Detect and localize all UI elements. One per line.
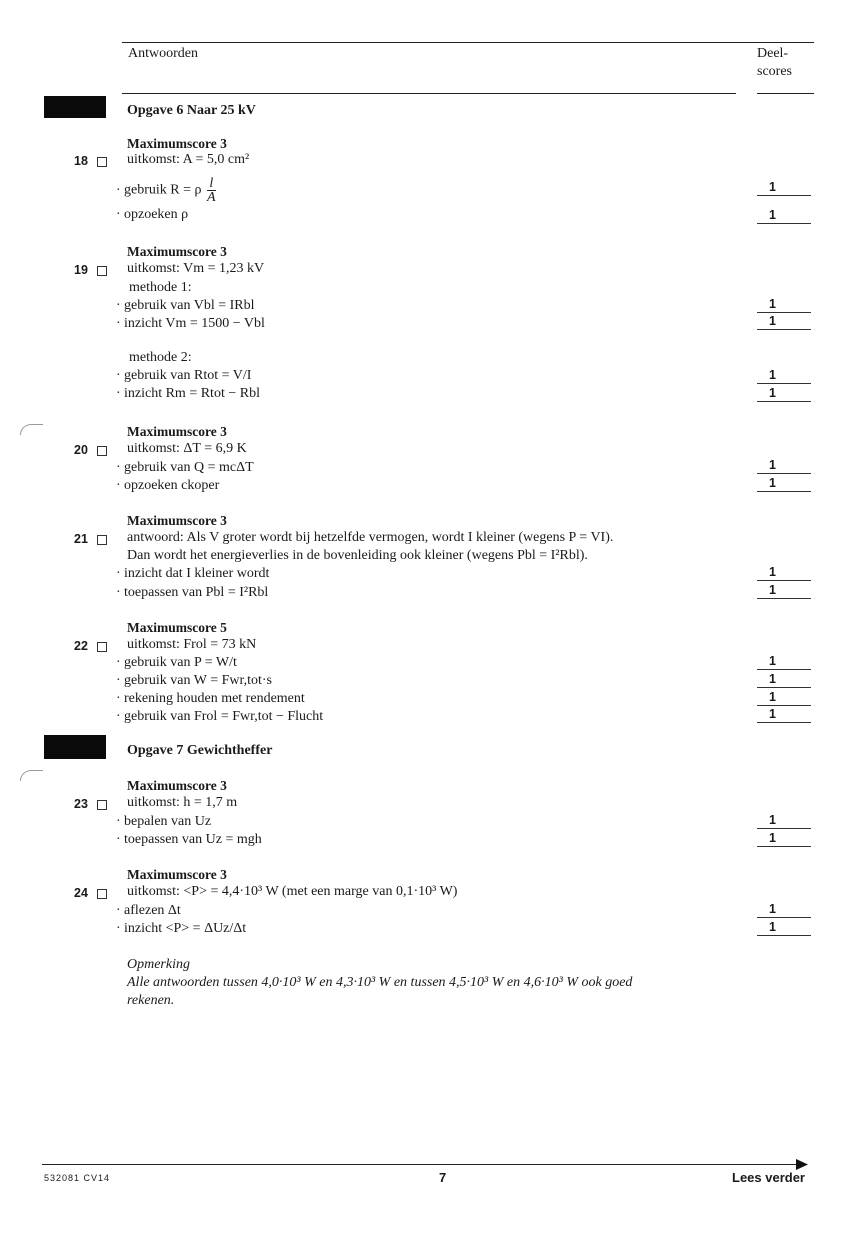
q18-number: 18 <box>74 154 88 168</box>
q23-score-1: 1 <box>757 813 811 829</box>
header-title: Antwoorden <box>128 46 198 61</box>
section-marker-bar <box>44 96 106 118</box>
q22-checkbox[interactable] <box>97 642 107 652</box>
q22-criterion-3-text: rekening houden met rendement <box>124 691 305 706</box>
scan-mark-2 <box>20 770 43 781</box>
q18-score-1: 1 <box>757 180 811 196</box>
q19-criterion-2-text: inzicht Vm = 1500 − Vbl <box>124 316 265 331</box>
footer-rule <box>42 1164 802 1165</box>
q21-criterion-2-text: toepassen van Pbl = I²Rbl <box>124 585 269 600</box>
q20-maxscore: Maximumscore 3 <box>127 424 227 439</box>
q22-score-1: 1 <box>757 654 811 670</box>
q21-checkbox[interactable] <box>97 535 107 545</box>
q18-fraction <box>207 177 216 204</box>
q19-score-2: 1 <box>757 314 811 330</box>
q23-uitkomst: uitkomst: h = 1,7 m <box>127 795 238 810</box>
q22-criterion-4: · gebruik van Frol = Fwr,tot − Flucht <box>116 709 324 724</box>
q19-checkbox[interactable] <box>97 266 107 276</box>
q21-maxscore: Maximumscore 3 <box>127 513 227 528</box>
q21-score-2: 1 <box>757 583 811 599</box>
q24-criterion-1: · aflezen Δt <box>116 903 181 918</box>
q22-criterion-3: · rekening houden met rendement <box>116 691 305 706</box>
header-top-rule <box>122 42 814 43</box>
q20-score-2: 1 <box>757 476 811 492</box>
note-title: Opmerking <box>127 957 190 972</box>
q18-criterion-2: · opzoeken ρ <box>116 207 189 222</box>
q19-criterion-2: · inzicht Vm = 1500 − Vbl <box>116 316 265 331</box>
q19-criterion-3: · gebruik van Rtot = V/I <box>116 368 252 383</box>
q19-uitkomst: uitkomst: Vm = 1,23 kV <box>127 261 265 276</box>
q22-criterion-2: · gebruik van W = Fwr,tot·s <box>116 673 272 688</box>
q22-criterion-1: · gebruik van P = W/t <box>116 655 237 670</box>
q19-criterion-4: · inzicht Rm = Rtot − Rbl <box>116 386 260 401</box>
q18-maxscore: Maximumscore 3 <box>127 136 227 151</box>
section-title-opgave6: Opgave 6 Naar 25 kV <box>127 103 256 118</box>
q22-maxscore: Maximumscore 5 <box>127 620 227 635</box>
q18-criterion-1-text: gebruik R = ρ <box>124 182 202 198</box>
q22-number: 22 <box>74 639 88 653</box>
q19-number: 19 <box>74 263 88 277</box>
q21-answer-line1: antwoord: Als V groter wordt bij hetzelfde vermogen, wordt I kleiner (wegens P = VI). <box>127 530 614 545</box>
q23-checkbox[interactable] <box>97 800 107 810</box>
q18-criterion-2-text: opzoeken ρ <box>124 207 189 222</box>
q24-criterion-1-text: aflezen Δt <box>124 903 181 918</box>
q19-score-1: 1 <box>757 297 811 313</box>
q22-criterion-2-text: gebruik van W = Fwr,tot·s <box>124 673 272 688</box>
q20-criterion-1: · gebruik van Q = mcΔT <box>116 460 254 475</box>
q19-criterion-1-text: gebruik van Vbl = IRbl <box>124 298 255 313</box>
q21-number: 21 <box>74 532 88 546</box>
q24-uitkomst: uitkomst: <P> = 4,4·10³ W (met een marge van 0,1·10³ W) <box>127 884 458 899</box>
q23-number: 23 <box>74 797 88 811</box>
arrow-right-icon <box>796 1159 808 1170</box>
header-rule-right <box>757 93 814 94</box>
scan-mark <box>20 424 43 435</box>
q23-maxscore: Maximumscore 3 <box>127 778 227 793</box>
q22-score-2: 1 <box>757 672 811 688</box>
q22-criterion-1-text: gebruik van P = W/t <box>124 655 237 670</box>
note-line2: rekenen. <box>127 993 175 1008</box>
q24-maxscore: Maximumscore 3 <box>127 867 227 882</box>
q22-score-4: 1 <box>757 707 811 723</box>
q21-criterion-2: · toepassen van Pbl = I²Rbl <box>116 585 269 600</box>
header-scores-line2: scores <box>757 64 792 79</box>
q19-score-4: 1 <box>757 386 811 402</box>
q20-uitkomst: uitkomst: ΔT = 6,9 K <box>127 441 247 456</box>
q21-criterion-1: · inzicht dat I kleiner wordt <box>116 566 270 581</box>
q23-criterion-1-text: bepalen van Uz <box>124 814 212 829</box>
q21-score-1: 1 <box>757 565 811 581</box>
q19-criterion-1: · gebruik van Vbl = IRbl <box>116 298 255 313</box>
header-rule-left <box>122 93 736 94</box>
footer-page-number: 7 <box>439 1170 447 1185</box>
q20-criterion-2-text: opzoeken ckoper <box>124 478 220 493</box>
q24-criterion-2-text: inzicht <P> = ΔUz/Δt <box>124 921 247 936</box>
footer-code: 532081 CV14 <box>44 1173 111 1183</box>
q23-criterion-2: · toepassen van Uz = mgh <box>116 832 262 847</box>
q24-score-2: 1 <box>757 920 811 936</box>
q19-score-3: 1 <box>757 368 811 384</box>
q19-criterion-4-text: inzicht Rm = Rtot − Rbl <box>124 386 260 401</box>
q24-number: 24 <box>74 886 88 900</box>
q21-criterion-1-text: inzicht dat I kleiner wordt <box>124 566 270 581</box>
q18-frac-num: l <box>207 177 216 191</box>
section-title-opgave7: Opgave 7 Gewichtheffer <box>127 743 273 758</box>
q18-frac-den: A <box>207 190 216 205</box>
q20-checkbox[interactable] <box>97 446 107 456</box>
q21-answer-line2: Dan wordt het energieverlies in de bovenleiding ook kleiner (wegens Pbl = I²Rbl). <box>127 548 588 563</box>
q20-criterion-2: · opzoeken ckoper <box>116 478 220 493</box>
q22-uitkomst: uitkomst: Frol = 73 kN <box>127 637 257 652</box>
q19-method-1: methode 1: <box>129 280 192 295</box>
q19-method-2: methode 2: <box>129 350 192 365</box>
footer-next-label: Lees verder <box>732 1170 805 1185</box>
q24-checkbox[interactable] <box>97 889 107 899</box>
q18-criterion-1: · gebruik R = ρ $\frac{l}{A}$ <box>116 176 216 205</box>
q23-score-2: 1 <box>757 831 811 847</box>
q23-criterion-2-text: toepassen van Uz = mgh <box>124 832 262 847</box>
header-scores-line1: Deel- <box>757 46 789 61</box>
q23-criterion-1: · bepalen van Uz <box>116 814 212 829</box>
q18-uitkomst: uitkomst: A = 5,0 cm² <box>127 152 250 167</box>
q19-criterion-3-text: gebruik van Rtot = V/I <box>124 368 252 383</box>
q24-criterion-2: · inzicht <P> = ΔUz/Δt <box>116 921 247 936</box>
q24-score-1: 1 <box>757 902 811 918</box>
q20-criterion-1-text: gebruik van Q = mcΔT <box>124 460 254 475</box>
section-marker-bar-2 <box>44 735 106 759</box>
q18-score-2: 1 <box>757 208 811 224</box>
note-line1: Alle antwoorden tussen 4,0·10³ W en 4,3·10³ W en tussen 4,5·10³ W en 4,6·10³ W ook goed <box>127 975 633 990</box>
q22-score-3: 1 <box>757 690 811 706</box>
q18-checkbox[interactable] <box>97 157 107 167</box>
q20-score-1: 1 <box>757 458 811 474</box>
q22-criterion-4-text: gebruik van Frol = Fwr,tot − Flucht <box>124 709 324 724</box>
q19-maxscore: Maximumscore 3 <box>127 244 227 259</box>
q20-number: 20 <box>74 443 88 457</box>
